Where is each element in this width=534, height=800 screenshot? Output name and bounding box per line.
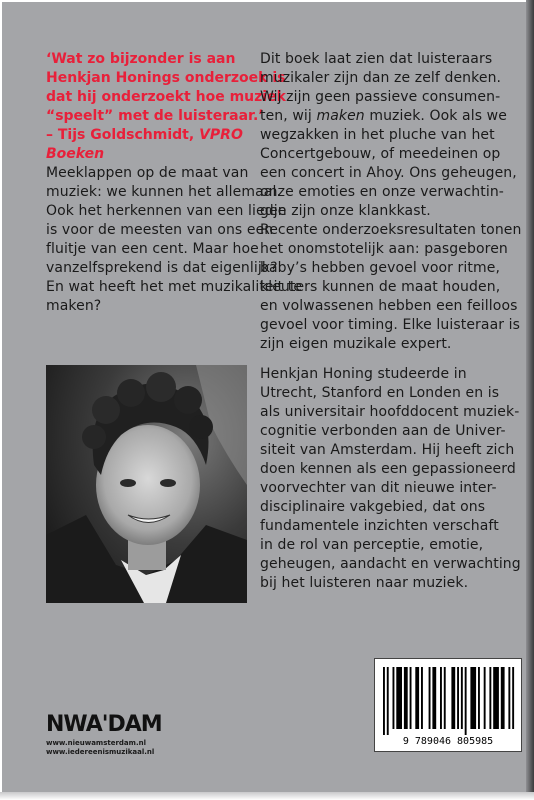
- bio-line: bij het luisteren naar muziek.: [260, 575, 469, 591]
- blurb-line: baby’s hebben gevoel voor ritme,: [260, 260, 500, 276]
- author-portrait-image: [46, 365, 247, 603]
- barcode-bar: [396, 667, 402, 729]
- bio-line: geheugen, aandacht en verwachting: [260, 556, 521, 572]
- book-spine-edge: [526, 0, 534, 800]
- barcode-bar: [501, 667, 505, 729]
- barcode-bar: [421, 667, 423, 729]
- blurb-line: het onomstotelijk aan: pasgeboren: [260, 241, 508, 257]
- attribution-author: – Tijs Goldschmidt,: [46, 127, 200, 143]
- back-cover: [2, 2, 528, 794]
- blurb-fragment: ten, wij: [260, 108, 317, 124]
- blurb-fragment: muziek. Ook als we: [364, 108, 507, 124]
- bio-line: voorvechter van dit nieuwe inter-: [260, 480, 497, 496]
- barcode-bar: [461, 667, 463, 729]
- barcode-bar: [489, 667, 491, 729]
- blurb-line: Recente onderzoeksresultaten tonen: [260, 222, 522, 238]
- bio-line: disciplinaire vakgebied, dat ons: [260, 499, 486, 515]
- barcode-bar: [432, 667, 436, 729]
- press-quote: [46, 50, 286, 164]
- campaign-url: www.iedereenismuzikaal.nl: [46, 748, 155, 756]
- quote-attribution-source-line: [46, 145, 246, 164]
- quote-line: ‘Wat zo bijzonder is aan: [46, 51, 236, 67]
- blurb-text: [260, 50, 522, 354]
- bio-line: als universitair hoofddocent muziek-: [260, 404, 520, 420]
- bio-line: in de rol van perceptie, emotie,: [260, 537, 484, 553]
- attribution-source: VPRO: [199, 127, 243, 143]
- bio-line: doen kennen als een gepassioneerd: [260, 461, 516, 477]
- barcode-bar: [444, 667, 446, 729]
- barcode-bars: [375, 659, 521, 751]
- barcode-bar: [410, 667, 412, 729]
- publisher-url: www.nieuwamsterdam.nl: [46, 739, 146, 747]
- barcode-bar: [512, 667, 514, 729]
- blurb-line: Dit boek laat zien dat luisteraars: [260, 51, 493, 67]
- blurb-line: muzikaler zijn dan ze zelf denken.: [260, 70, 502, 86]
- barcode-bar: [415, 667, 419, 729]
- barcode-bar: [404, 667, 408, 729]
- barcode-bar: [470, 667, 476, 729]
- isbn-barcode: [374, 658, 522, 752]
- quote-line: dat hij onderzoekt hoe muziek: [46, 89, 286, 105]
- blurb-line: zijn eigen muzikale expert.: [260, 336, 452, 352]
- blurb-line: wegzakken in het pluche van het: [260, 127, 495, 143]
- bio-line: Utrecht, Stanford en Londen en is: [260, 385, 500, 401]
- intro-line: maken?: [46, 298, 102, 314]
- barcode-bar: [440, 667, 442, 729]
- barcode-bar: [383, 667, 385, 735]
- attribution-source: Boeken: [46, 146, 105, 162]
- intro-line: muziek: we kunnen het allemaal.: [46, 184, 282, 200]
- author-photo: [46, 365, 247, 603]
- intro-line: Ook het herkennen van een liedje: [46, 203, 287, 219]
- quote-line: Henkjan Honings onderzoek is: [46, 70, 286, 86]
- blurb-line: kleuters kunnen de maat houden,: [260, 279, 501, 295]
- barcode-bar: [465, 667, 467, 735]
- blurb-line: gen zijn onze klankkast.: [260, 203, 431, 219]
- barcode-bar: [451, 667, 455, 729]
- barcode-bar: [429, 667, 431, 729]
- intro-line: fluitje van een cent. Maar hoe: [46, 241, 259, 257]
- barcode-bar: [393, 667, 395, 729]
- intro-line: Meeklappen op de maat van: [46, 165, 249, 181]
- author-bio: [260, 365, 521, 593]
- intro-line: En wat heeft het met muzikaliteit te: [46, 279, 303, 295]
- blurb-line: een concert in Ahoy. Ons geheugen,: [260, 165, 517, 181]
- barcode-bar: [387, 667, 389, 735]
- bio-line: cognitie verbonden aan de Univer-: [260, 423, 506, 439]
- book-bottom-shadow: [0, 792, 534, 800]
- barcode-bar: [484, 667, 486, 729]
- quote-line: “speelt” met de luisteraar.’: [46, 108, 264, 124]
- bio-line: siteit van Amsterdam. Hij heeft zich: [260, 442, 515, 458]
- barcode-bar: [457, 667, 459, 729]
- blurb-line: Concertgebouw, of meedeinen op: [260, 146, 501, 162]
- publisher-logo: NWA'DAM: [46, 712, 162, 737]
- bio-line: Henkjan Honing studeerde in: [260, 366, 467, 382]
- blurb-line: gevoel voor timing. Elke luisteraar is: [260, 317, 521, 333]
- intro-line: is voor de meesten van ons een: [46, 222, 274, 238]
- blurb-line: Wij zijn geen passieve consumen-: [260, 89, 501, 105]
- barcode-bar: [508, 667, 510, 729]
- barcode-bar: [478, 667, 480, 729]
- blurb-emphasis: maken: [316, 108, 365, 124]
- barcode-digits: 9 789046 805985: [402, 736, 494, 747]
- intro-line: vanzelfsprekend is dat eigenlijk?: [46, 260, 278, 276]
- blurb-line: onze emoties en onze verwachtin-: [260, 184, 504, 200]
- blurb-line: en volwassenen hebben een feilloos: [260, 298, 518, 314]
- blurb-line: [260, 107, 510, 126]
- intro-text: [46, 164, 303, 316]
- bio-line: fundamentele inzichten verschaft: [260, 518, 499, 534]
- barcode-bar: [493, 667, 499, 729]
- quote-attribution: [46, 126, 246, 145]
